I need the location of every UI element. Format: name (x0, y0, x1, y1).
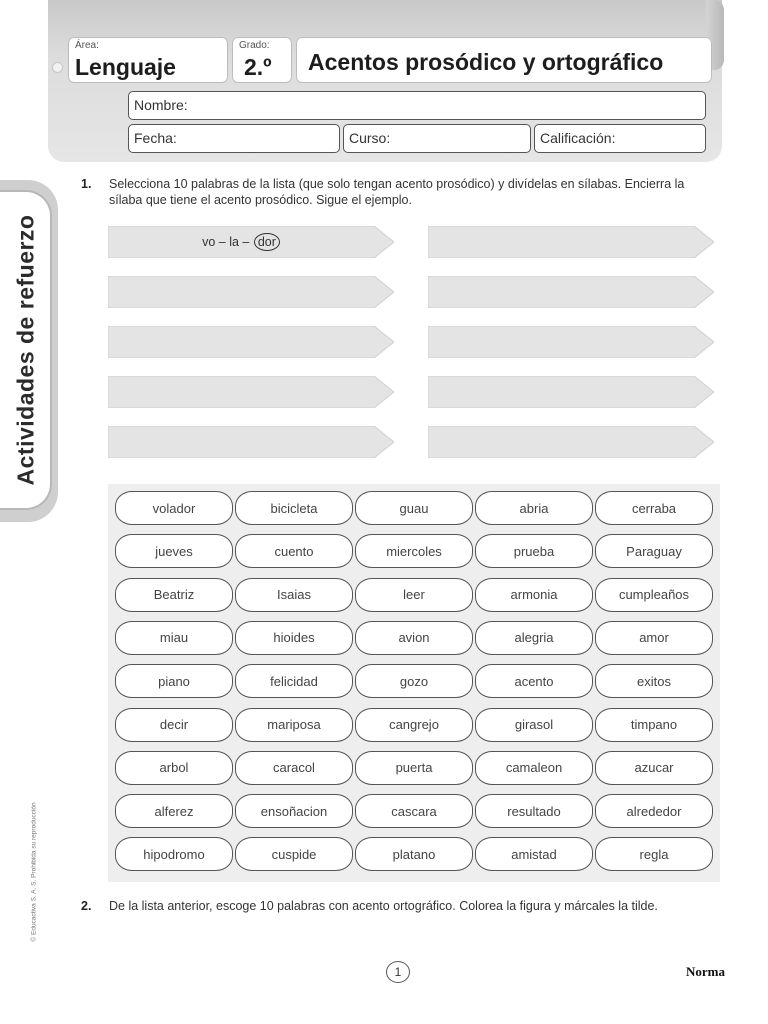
question-2-text: De la lista anterior, escoge 10 palabras con acento ortográfico. Colorea la figura y márcales la tilde. (109, 899, 658, 913)
side-tab-label: Actividades de refuerzo (12, 214, 39, 486)
word-pill[interactable]: hipodromo (115, 837, 233, 871)
question-1-text: Selecciona 10 palabras de la lista (que solo tengan acento prosódico) y divídelas en sílabas. Encierra la sílaba que tiene el acento prosódico. Sigue el ejemplo. (109, 177, 685, 207)
brand-logo: Norma (686, 964, 725, 979)
answer-arrow-9[interactable] (428, 376, 714, 408)
word-pill[interactable]: alrededor (595, 794, 713, 828)
word-pill[interactable]: cerraba (595, 491, 713, 525)
word-pill[interactable]: platano (355, 837, 473, 871)
curso-field[interactable]: Curso: (343, 124, 531, 153)
answer-arrow-2[interactable] (108, 276, 394, 308)
word-pill[interactable]: acento (475, 664, 593, 698)
page-number: 1 (386, 961, 410, 983)
grade-value: 2.º (244, 54, 272, 80)
word-pill[interactable]: abria (475, 491, 593, 525)
example-answer (108, 226, 394, 258)
word-pill[interactable]: arbol (115, 751, 233, 785)
word-pill[interactable]: azucar (595, 751, 713, 785)
stressed-syllable-circle: dor (254, 233, 280, 251)
word-pill[interactable]: volador (115, 491, 233, 525)
word-pill[interactable]: regla (595, 837, 713, 871)
word-pill[interactable]: cascara (355, 794, 473, 828)
example-syllables: vo – la – (202, 235, 253, 249)
title-box (296, 37, 712, 83)
word-pill[interactable]: resultado (475, 794, 593, 828)
word-pill[interactable]: cangrejo (355, 708, 473, 742)
answer-arrow-1[interactable] (108, 226, 394, 258)
fecha-field[interactable]: Fecha: (128, 124, 340, 153)
word-grid (108, 484, 720, 882)
area-box (68, 37, 228, 83)
answer-arrow-4[interactable] (108, 376, 394, 408)
word-pill[interactable]: guau (355, 491, 473, 525)
word-pill[interactable]: exitos (595, 664, 713, 698)
question-2-number: 2. (81, 899, 92, 913)
word-pill[interactable]: Paraguay (595, 534, 713, 568)
grade-caption: Grado: (239, 40, 270, 51)
area-value: Lenguaje (75, 54, 176, 80)
word-pill[interactable]: ensoñacion (235, 794, 353, 828)
word-pill[interactable]: Isaias (235, 578, 353, 612)
word-pill[interactable]: decir (115, 708, 233, 742)
header-dot (52, 62, 63, 73)
word-pill[interactable]: timpano (595, 708, 713, 742)
word-pill[interactable]: amistad (475, 837, 593, 871)
word-pill[interactable]: cuspide (235, 837, 353, 871)
grade-box (232, 37, 292, 83)
word-pill[interactable]: armonia (475, 578, 593, 612)
word-pill[interactable]: avion (355, 621, 473, 655)
word-pill[interactable]: hioides (235, 621, 353, 655)
word-pill[interactable]: jueves (115, 534, 233, 568)
word-pill[interactable]: leer (355, 578, 473, 612)
question-1-number: 1. (81, 177, 92, 191)
calificacion-field[interactable]: Calificación: (534, 124, 706, 153)
answer-arrow-7[interactable] (428, 276, 714, 308)
answer-arrow-8[interactable] (428, 326, 714, 358)
word-pill[interactable]: Beatriz (115, 578, 233, 612)
page-title: Acentos prosódico y ortográfico (308, 49, 664, 75)
word-pill[interactable]: cumpleaños (595, 578, 713, 612)
word-pill[interactable]: girasol (475, 708, 593, 742)
word-pill[interactable]: caracol (235, 751, 353, 785)
word-pill[interactable]: amor (595, 621, 713, 655)
word-pill[interactable]: puerta (355, 751, 473, 785)
word-pill[interactable]: bicicleta (235, 491, 353, 525)
area-caption: Área: (75, 40, 99, 51)
copyright-note: © Educactiva S. A. S. Prohibida su reproducción (30, 802, 38, 942)
word-pill[interactable]: mariposa (235, 708, 353, 742)
word-pill[interactable]: cuento (235, 534, 353, 568)
word-pill[interactable]: camaleon (475, 751, 593, 785)
word-pill[interactable]: gozo (355, 664, 473, 698)
word-pill[interactable]: miau (115, 621, 233, 655)
word-pill[interactable]: piano (115, 664, 233, 698)
answer-arrow-6[interactable] (428, 226, 714, 258)
answer-arrow-10[interactable] (428, 426, 714, 458)
word-pill[interactable]: felicidad (235, 664, 353, 698)
answer-arrow-5[interactable] (108, 426, 394, 458)
word-pill[interactable]: alferez (115, 794, 233, 828)
word-pill[interactable]: prueba (475, 534, 593, 568)
nombre-field[interactable]: Nombre: (128, 91, 706, 120)
word-pill[interactable]: alegria (475, 621, 593, 655)
answer-arrow-3[interactable] (108, 326, 394, 358)
word-pill[interactable]: miercoles (355, 534, 473, 568)
